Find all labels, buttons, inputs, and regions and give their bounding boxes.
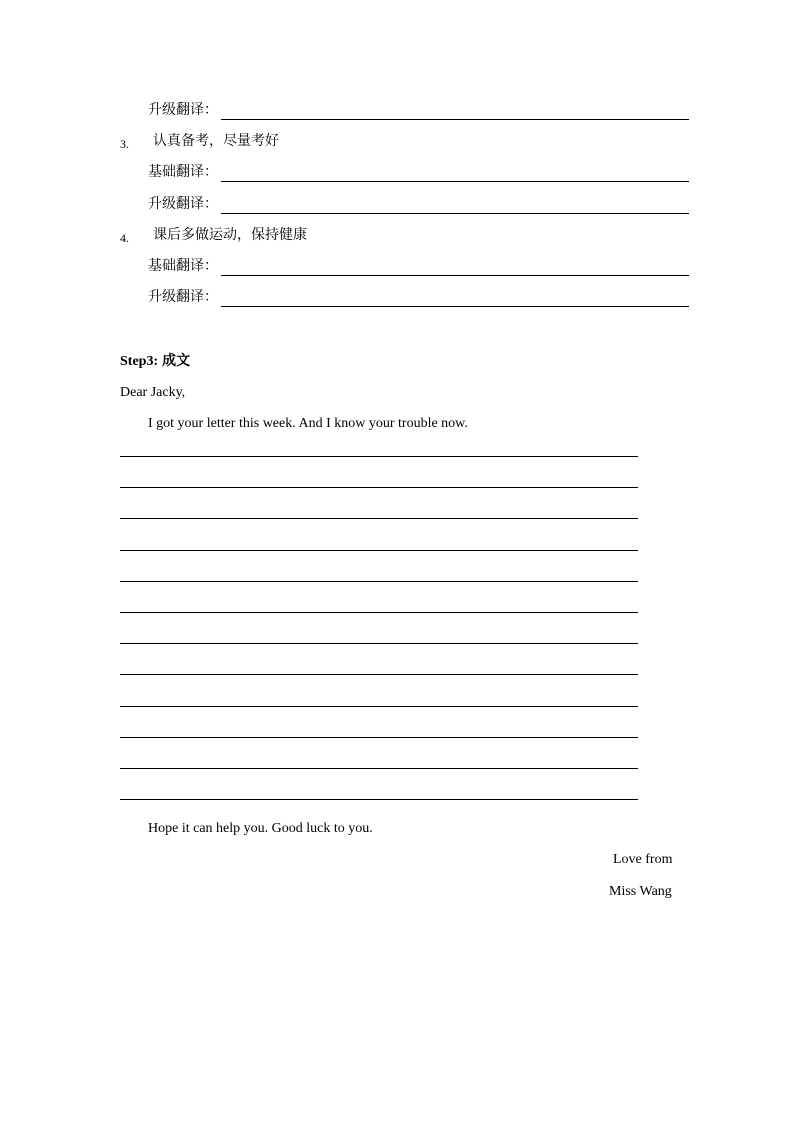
writing-line[interactable]	[120, 550, 638, 551]
writing-line[interactable]	[120, 768, 638, 769]
item-prompt: 认真备考，尽量考好	[153, 134, 279, 149]
writing-line[interactable]	[120, 456, 638, 457]
letter-closing-line: Hope it can help you. Good luck to you.	[148, 821, 373, 836]
letter-sign-off: Love from	[613, 852, 673, 867]
writing-line[interactable]	[120, 487, 638, 488]
item-number: 3.	[120, 137, 129, 151]
letter-greeting: Dear Jacky,	[120, 385, 186, 400]
upgrade-translation-label: 升级翻译：	[148, 290, 218, 305]
step3-heading-title: 成文	[162, 354, 191, 369]
item-number: 4.	[120, 231, 129, 245]
item-prompt: 课后多做运动，保持健康	[153, 228, 307, 243]
letter-opening-line: I got your letter this week. And I know your trouble now.	[148, 416, 468, 431]
writing-line[interactable]	[120, 674, 638, 675]
writing-line[interactable]	[120, 612, 638, 613]
letter-signature: Miss Wang	[609, 884, 672, 899]
writing-line[interactable]	[120, 706, 638, 707]
writing-line[interactable]	[120, 737, 638, 738]
writing-line[interactable]	[120, 643, 638, 644]
writing-line[interactable]	[120, 799, 638, 800]
step3-heading-step: Step3:	[120, 354, 159, 369]
basic-translation-blank[interactable]	[221, 181, 689, 182]
upgrade-translation-blank[interactable]	[221, 306, 689, 307]
upgrade-translation-blank[interactable]	[221, 119, 689, 120]
upgrade-translation-blank[interactable]	[221, 213, 689, 214]
upgrade-translation-label: 升级翻译：	[148, 197, 218, 212]
basic-translation-blank[interactable]	[221, 275, 689, 276]
writing-line[interactable]	[120, 581, 638, 582]
basic-translation-label: 基础翻译：	[148, 165, 218, 180]
writing-line[interactable]	[120, 518, 638, 519]
step3-heading	[120, 355, 190, 369]
basic-translation-label: 基础翻译：	[148, 259, 218, 274]
upgrade-translation-label: 升级翻译：	[148, 103, 218, 118]
